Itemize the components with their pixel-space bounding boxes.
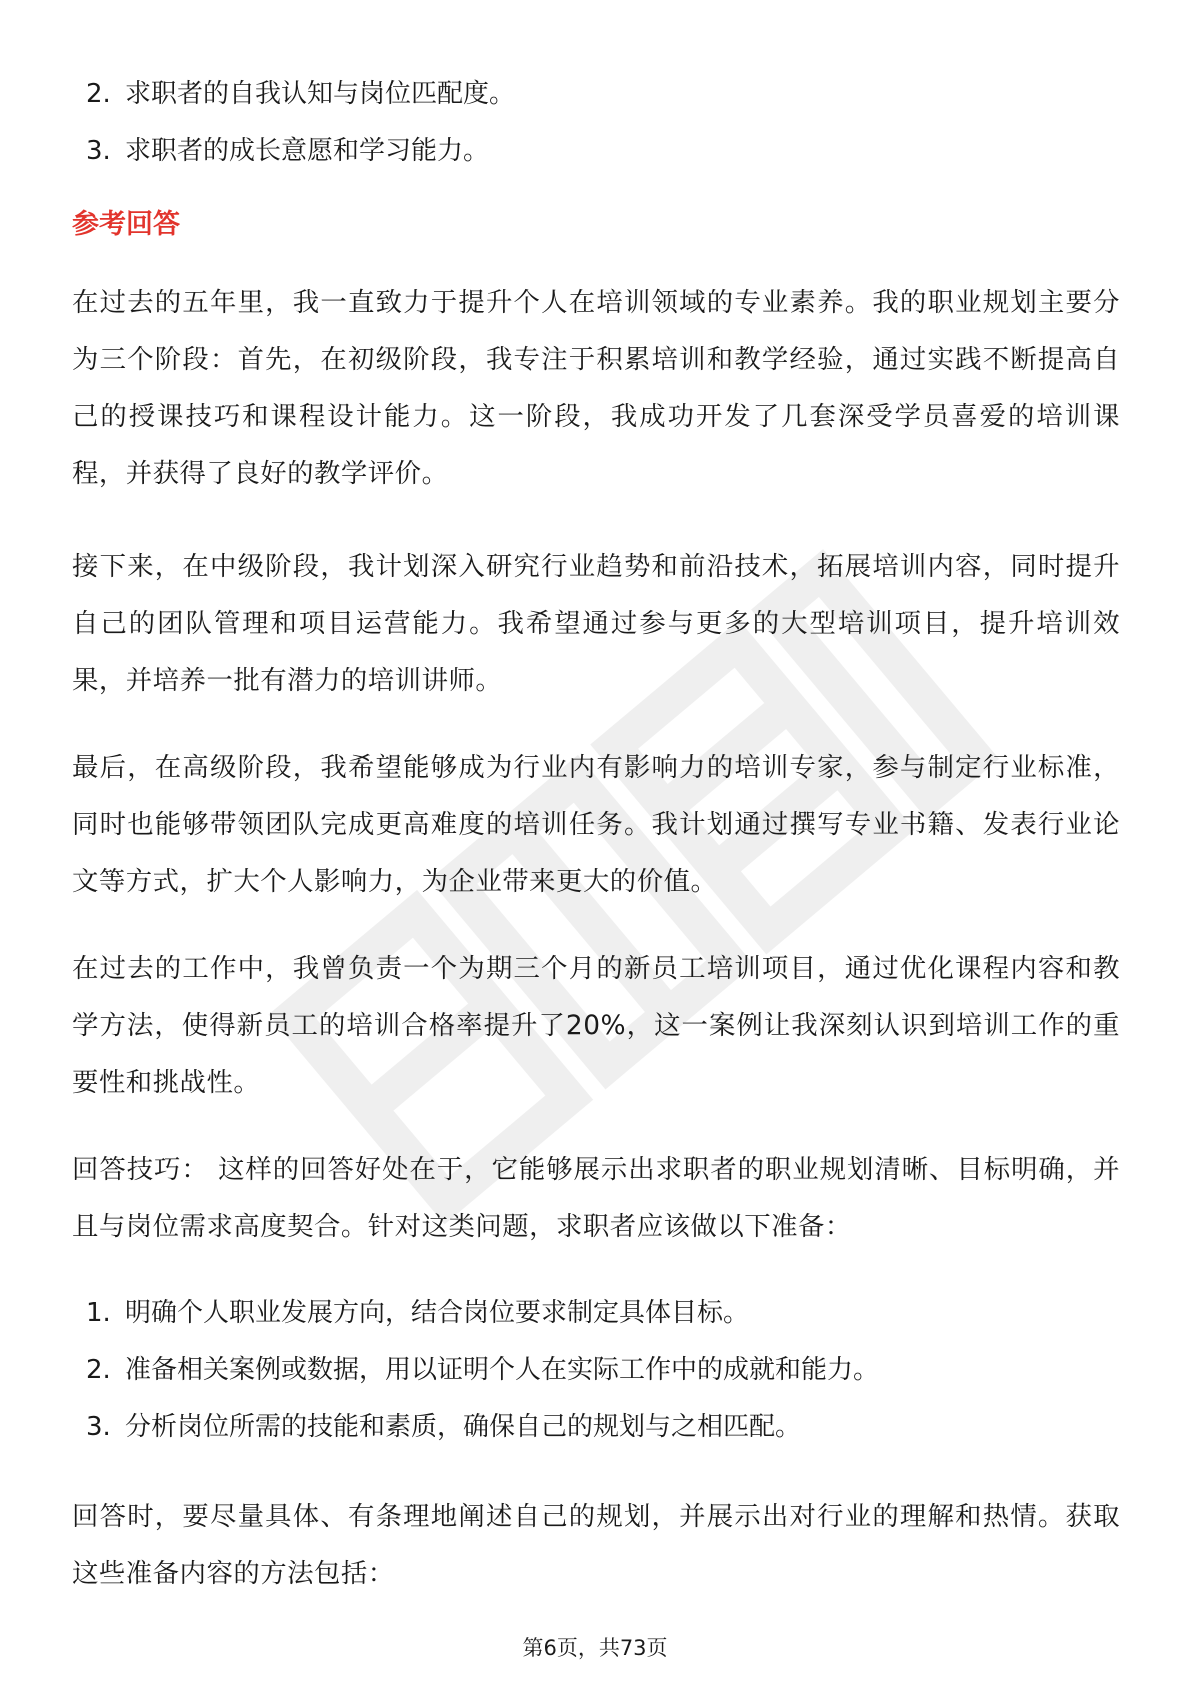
list-item: [72, 1342, 879, 1399]
list-item-number: 2.: [86, 79, 111, 109]
answer-paragraph: 在过去的工作中，我曾负责一个为期三个月的新员工培训项目，通过优化课程内容和教学方法，使得新员工的培训合格率提升了20%，这一案例让我深刻认识到培训工作的重要性和挑战性。: [72, 953, 1120, 1098]
list-item-text: 准备相关案例或数据，用以证明个人在实际工作中的成就和能力。: [125, 1355, 880, 1385]
list-item-text: 明确个人职业发展方向，结合岗位要求制定具体目标。: [125, 1298, 750, 1328]
list-item-number: 3.: [86, 136, 111, 166]
tips-intro-paragraph: 回答技巧： 这样的回答好处在于，它能够展示出求职者的职业规划清晰、目标明确，并且与岗位需求高度契合。针对这类问题，求职者应该做以下准备：: [72, 1154, 1120, 1242]
answer-paragraph: 在过去的五年里，我一直致力于提升个人在培训领域的专业素养。我的职业规划主要分为三个阶段：首先，在初级阶段，我专注于积累培训和教学经验，通过实践不断提高自己的授课技巧和课程设计能力。这一阶段，我成功开发了几套深受学员喜爱的培训课程，并获得了良好的教学评价。: [72, 287, 1120, 489]
page-number-footer: 第6页，共73页: [522, 1636, 668, 1660]
list-item-number: 1.: [86, 1298, 111, 1328]
list-item: [72, 123, 515, 180]
list-item-number: 3.: [86, 1412, 111, 1442]
intro-numbered-list: [72, 66, 515, 180]
list-item-text: 求职者的成长意愿和学习能力。: [125, 136, 490, 166]
answer-paragraph: 接下来，在中级阶段，我计划深入研究行业趋势和前沿技术，拓展培训内容，同时提升自己的团队管理和项目运营能力。我希望通过参与更多的大型培训项目，提升培训效果，并培养一批有潜力的培训讲师。: [72, 551, 1120, 696]
list-item-text: 求职者的自我认知与岗位匹配度。: [125, 79, 516, 109]
list-item-text: 分析岗位所需的技能和素质，确保自己的规划与之相匹配。: [125, 1412, 802, 1442]
list-item: [72, 1285, 879, 1342]
reference-answer-heading: 参考回答: [72, 209, 180, 240]
answer-paragraph: 最后，在高级阶段，我希望能够成为行业内有影响力的培训专家，参与制定行业标准，同时也能够带领团队完成更高难度的培训任务。我计划通过撰写专业书籍、发表行业论文等方式，扩大个人影响力，为企业带来更大的价值。: [72, 752, 1120, 897]
tips-numbered-list: [72, 1285, 879, 1456]
list-item: [72, 66, 515, 123]
list-item-number: 2.: [86, 1355, 111, 1385]
closing-paragraph: 回答时，要尽量具体、有条理地阐述自己的规划，并展示出对行业的理解和热情。获取这些准备内容的方法包括：: [72, 1501, 1120, 1589]
list-item: [72, 1399, 879, 1456]
